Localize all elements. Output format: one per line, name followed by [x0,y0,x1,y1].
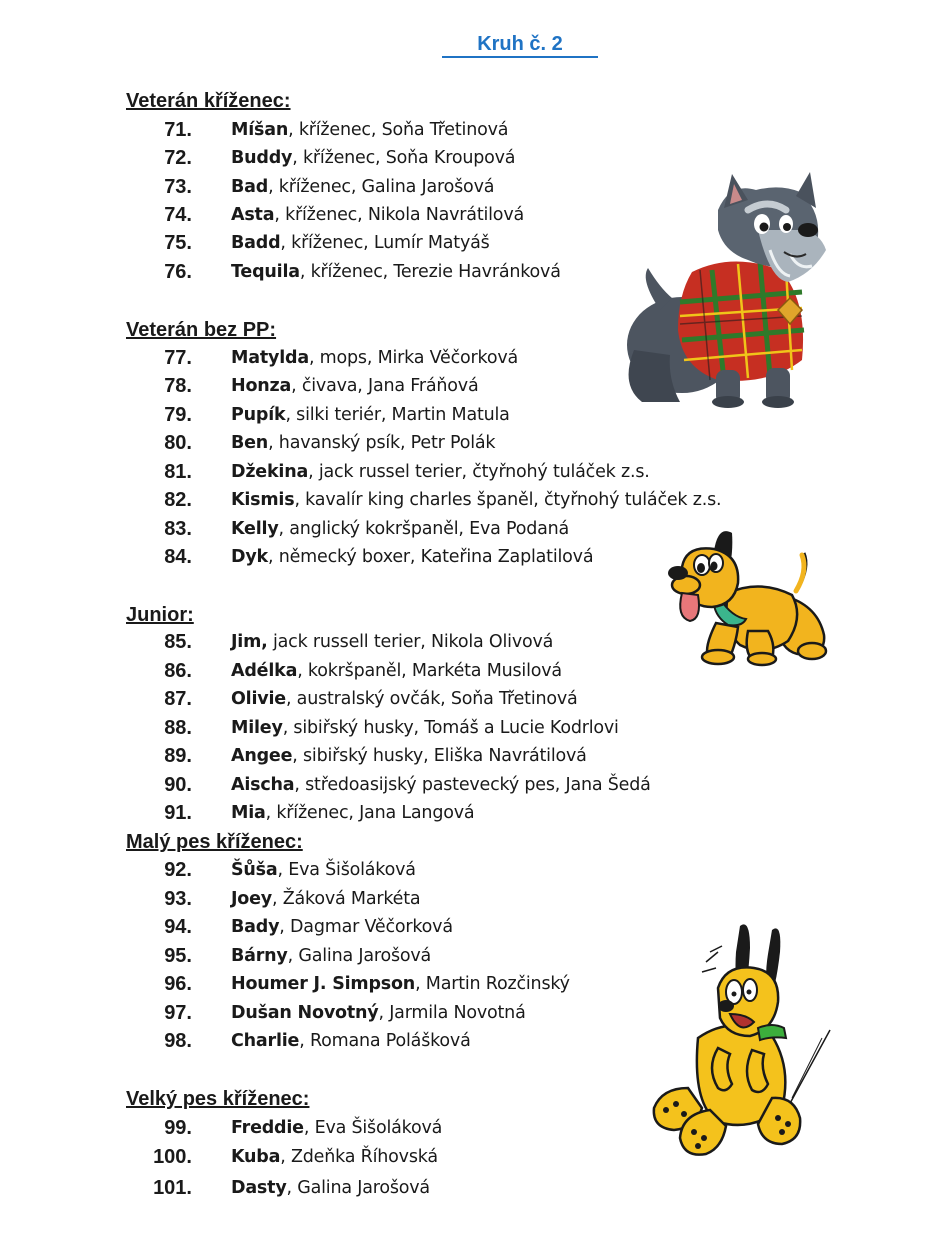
entry-detail: , Galina Jarošová [286,1178,430,1198]
entry-detail: , Dagmar Věčorková [279,917,453,937]
pluto-crawling-illustration [668,527,832,667]
dog-name: Miley [231,718,283,738]
page-title: Kruh č. 2 [442,32,598,58]
dog-name: Tequila [231,262,300,282]
dog-name: Joey [231,889,273,909]
entry-number: 78. [164,375,192,397]
entry-number: 86. [164,660,192,682]
entry-detail: , kříženec, Nikola Navrátilová [274,205,524,225]
entry-detail: , anglický kokršpaněl, Eva Podaná [278,519,570,539]
entry-detail: , Eva Šišoláková [303,1118,443,1138]
entry-number: 97. [164,1002,192,1024]
dog-name: Jim, [231,632,268,652]
dog-name: Angee [231,746,293,766]
entry-number: 72. [164,147,192,169]
dog-name: Badd [231,233,281,253]
dog-name: Matylda [231,348,309,368]
entry-number: 91. [164,802,192,824]
dog-name: Dušan Novotný [231,1003,379,1023]
entry-detail: , kříženec, Lumír Matyáš [280,233,490,253]
entry-number: 99. [164,1117,192,1139]
entry-number: 74. [164,204,192,226]
entry-detail: , sibiřský husky, Eliška Navrátilová [292,746,587,766]
dog-name: Aischa [231,775,295,795]
dog-name: Šůša [231,860,278,880]
section-heading: Veterán kříženec: [126,90,291,112]
dog-name: Kismis [231,490,295,510]
entry-number: 92. [164,859,192,881]
entry-number: 93. [164,888,192,910]
dog-name: Kuba [231,1147,281,1167]
entry-number: 90. [164,774,192,796]
dog-name: Bad [231,177,269,197]
entry-number: 83. [164,518,192,540]
section-heading: Junior: [126,604,194,626]
dog-name: Buddy [231,148,293,168]
entry-detail: , kokršpaněl, Markéta Musilová [297,661,562,681]
pluto-scared-illustration [622,918,832,1160]
entry-detail: , kříženec, Jana Langová [265,803,475,823]
dog-name: Olivie [231,689,286,709]
entry-number: 75. [164,232,192,254]
section-heading: Velký pes kříženec: [126,1088,310,1110]
entry-detail: , středoasijský pastevecký pes, Jana Šedá [294,775,651,795]
entry-number: 79. [164,404,192,426]
entry-detail: , kavalír king charles španěl, čtyřnohý tuláček z.s. [294,490,722,510]
entry-detail: , Zdeňka Říhovská [280,1147,438,1167]
dog-name: Džekina [231,462,309,482]
entry-detail: , mops, Mirka Věčorková [308,348,519,368]
entry-detail: , kříženec, Terezie Havránková [299,262,561,282]
entry-detail: , australský ovčák, Soňa Třetinová [285,689,578,709]
dog-name: Bady [231,917,280,937]
dog-name: Bárny [231,946,288,966]
entry-number: 88. [164,717,192,739]
dog-name: Pupík [231,405,286,425]
dog-name: Honza [231,376,292,396]
entry-number: 98. [164,1030,192,1052]
entry-detail: , Eva Šišoláková [277,860,416,880]
entry-number: 77. [164,347,192,369]
dog-name: Míšan [231,120,289,140]
entry-detail: jack russell terier, Nikola Olivová [267,632,554,652]
entry-detail: , sibiřský husky, Tomáš a Lucie Kodrlovi [282,718,619,738]
entry-number: 82. [164,489,192,511]
section-heading: Veterán bez PP: [126,319,277,341]
entry-detail: , čivava, Jana Fráňová [291,376,479,396]
dog-name: Mia [231,803,266,823]
dog-name: Dyk [231,547,268,567]
entry-number: 71. [164,119,192,141]
entry-number: 100. [153,1146,192,1168]
entry-number: 73. [164,176,192,198]
entry-detail: , Galina Jarošová [287,946,432,966]
entry-number: 89. [164,745,192,767]
entry-number: 85. [164,631,192,653]
scottie-dog-illustration [620,170,832,410]
entry-number: 84. [164,546,192,568]
dog-name: Ben [231,433,269,453]
entry-detail: , Jarmila Novotná [378,1003,526,1023]
dog-name: Asta [231,205,275,225]
entry-detail: , kříženec, Soňa Třetinová [288,120,509,140]
dog-name: Adélka [231,661,298,681]
entry-number: 101. [153,1177,192,1199]
entry-number: 94. [164,916,192,938]
entry-number: 81. [164,461,192,483]
entry-detail: , silki teriér, Martin Matula [285,405,510,425]
entry-detail: , kříženec, Soňa Kroupová [292,148,516,168]
entry-number: 87. [164,688,192,710]
entry-detail: , Martin Rozčinský [415,974,570,994]
entry-detail: , kříženec, Galina Jarošová [268,177,495,197]
entry-number: 76. [164,261,192,283]
entry-detail: , Žáková Markéta [272,889,421,909]
entry-number: 96. [164,973,192,995]
entry-detail: , Romana Polášková [299,1031,471,1051]
entry-detail: , jack russel terier, čtyřnohý tuláček z.s. [308,462,650,482]
dog-name: Kelly [231,519,279,539]
section-heading: Malý pes kříženec: [126,831,303,853]
entry-number: 95. [164,945,192,967]
dog-name: Freddie [231,1118,304,1138]
dog-name: Charlie [231,1031,300,1051]
entry-number: 80. [164,432,192,454]
entry-detail: , německý boxer, Kateřina Zaplatilová [267,547,594,567]
dog-name: Dasty [231,1178,287,1198]
dog-name: Houmer J. Simpson [231,974,416,994]
entry-detail: , havanský psík, Petr Polák [268,433,496,453]
